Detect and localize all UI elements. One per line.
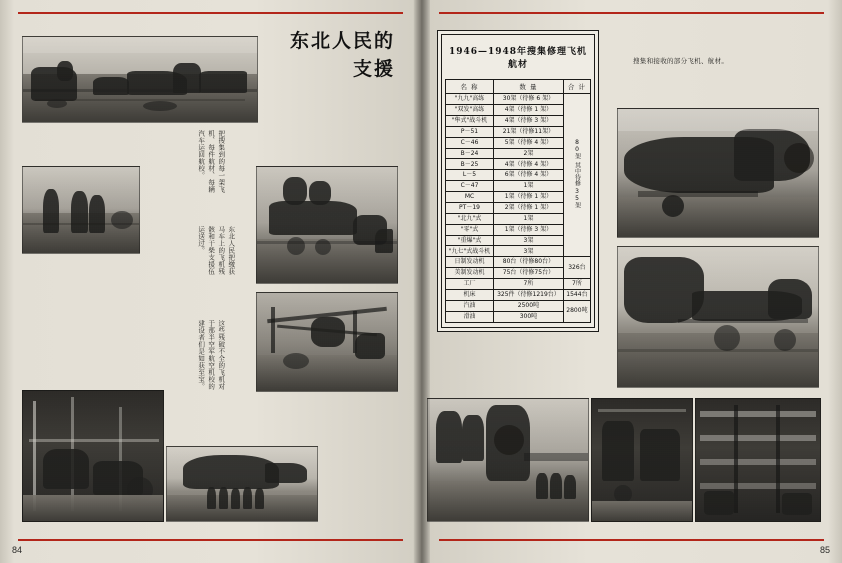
table-body	[446, 94, 591, 322]
table-header-row	[446, 80, 591, 94]
cell-qty: 75台（待修75台）	[494, 268, 564, 279]
table-col-name: 名 称	[446, 80, 494, 94]
photo-depot-interior	[591, 398, 693, 522]
photo-group-before-aircraft	[166, 446, 318, 522]
total-aircraft-note: 其中待修	[573, 161, 581, 186]
cell-total-fuel: 2800吨	[563, 300, 590, 322]
table-row	[446, 257, 591, 268]
cell-qty: 1架（待修 1 架）	[494, 192, 564, 203]
photo-warehouse-shelving	[695, 398, 821, 522]
cell-total-machines: 1544台	[563, 289, 590, 300]
table-row	[446, 279, 591, 290]
page-title-line2: 支援	[352, 57, 395, 80]
cell-qty: 1架	[494, 181, 564, 192]
salvage-table-box	[437, 30, 599, 332]
right-page	[421, 0, 842, 563]
cell-name: B－24	[446, 148, 494, 159]
photo-airfield-recovery	[22, 36, 258, 123]
cell-name: B－25	[446, 159, 494, 170]
cell-qty: 300吨	[494, 311, 564, 322]
cell-name: 美制发动机	[446, 268, 494, 279]
page-title	[275, 28, 395, 83]
photo-two-men-field	[22, 166, 140, 254]
cell-name: 滑油	[446, 311, 494, 322]
cell-name: C－46	[446, 137, 494, 148]
cell-qty: 4架（待修 3 架）	[494, 115, 564, 126]
cell-name: PT－19	[446, 202, 494, 213]
cell-qty: 2架（待修 1 架）	[494, 202, 564, 213]
cell-total-engines: 326台	[563, 257, 590, 279]
page-number-left: 84	[12, 545, 23, 555]
total-aircraft-count: 80架	[573, 139, 581, 160]
cell-total-factories: 7所	[563, 279, 590, 290]
table-row	[446, 289, 591, 300]
cell-qty: 2500吨	[494, 300, 564, 311]
cell-qty: 3架	[494, 246, 564, 257]
cell-name: "零"式	[446, 224, 494, 235]
table-col-qty: 数 量	[494, 80, 564, 94]
table-title: 1946—1948年搜集修理飞机航材	[448, 47, 588, 70]
photo-salvage-yard	[22, 390, 164, 522]
photo-airframe-skeleton	[256, 292, 398, 392]
caption-collected-aircraft: 搜集和接收的部分飞机、航材。	[633, 57, 729, 65]
cell-name: "重爆"式	[446, 235, 494, 246]
left-top-rule	[18, 12, 403, 14]
cell-name: "隼式"战斗机	[446, 115, 494, 126]
cell-name: 日制发动机	[446, 257, 494, 268]
cell-qty: 3架	[494, 235, 564, 246]
right-top-rule	[439, 12, 824, 14]
cell-qty: 80台（待修80台）	[494, 257, 564, 268]
cell-name: "九九"高练	[446, 94, 494, 105]
caption-horse-cart: 东北人民把缴获马车上的飞机残骸和干柴支援伍运送过。	[197, 226, 236, 275]
table-row	[446, 94, 591, 105]
cell-name: C－47	[446, 181, 494, 192]
cell-name: MC	[446, 192, 494, 203]
cell-qty: 21架（待修11架）	[494, 126, 564, 137]
right-bottom-rule	[439, 539, 824, 541]
salvage-table	[445, 79, 591, 323]
cell-name: 汽油	[446, 300, 494, 311]
page-number-right: 85	[819, 545, 830, 555]
cell-name: 机床	[446, 289, 494, 300]
cell-qty: 1架（待修 3 架）	[494, 224, 564, 235]
cell-qty: 4架（待修 1 架）	[494, 105, 564, 116]
cell-qty: 4架（待修 4 架）	[494, 159, 564, 170]
caption-aircraft-parts: 把搜集到的每一架飞机、每件航材、每辆汽车运回航校。	[197, 130, 226, 193]
cell-qty: 30架（待修 6 架）	[494, 94, 564, 105]
photo-horse-cart-wreckage	[256, 166, 398, 284]
cell-name: 工厂	[446, 279, 494, 290]
table-row	[446, 300, 591, 311]
cell-qty: 5架（待修 4 架）	[494, 137, 564, 148]
cell-qty: 2架	[494, 148, 564, 159]
cell-name: L－5	[446, 170, 494, 181]
caption-wreck-recovery: 这些残破不全的飞机对于那半空军航空机校的建设者们是如获至宝。	[197, 320, 226, 390]
photo-fuselage-closeup	[617, 108, 819, 238]
cell-qty: 6架（待修 4 架）	[494, 170, 564, 181]
page-title-line1: 东北人民的	[289, 30, 395, 52]
table-col-total: 合 计	[563, 80, 590, 94]
cell-name: "九七"式战斗机	[446, 246, 494, 257]
cell-qty: 325件（待修1219台）	[494, 289, 564, 300]
left-bottom-rule	[18, 539, 403, 541]
total-aircraft-repair: 35架	[573, 188, 581, 209]
cell-name: P－51	[446, 126, 494, 137]
cell-qty: 1架	[494, 213, 564, 224]
photo-crew-plane-nose	[427, 398, 589, 522]
cell-total-aircraft	[563, 94, 590, 257]
cell-name: "双发"高练	[446, 105, 494, 116]
cell-name: "北九"式	[446, 213, 494, 224]
cell-qty: 7所	[494, 279, 564, 290]
photo-aircraft-on-field	[617, 246, 819, 388]
